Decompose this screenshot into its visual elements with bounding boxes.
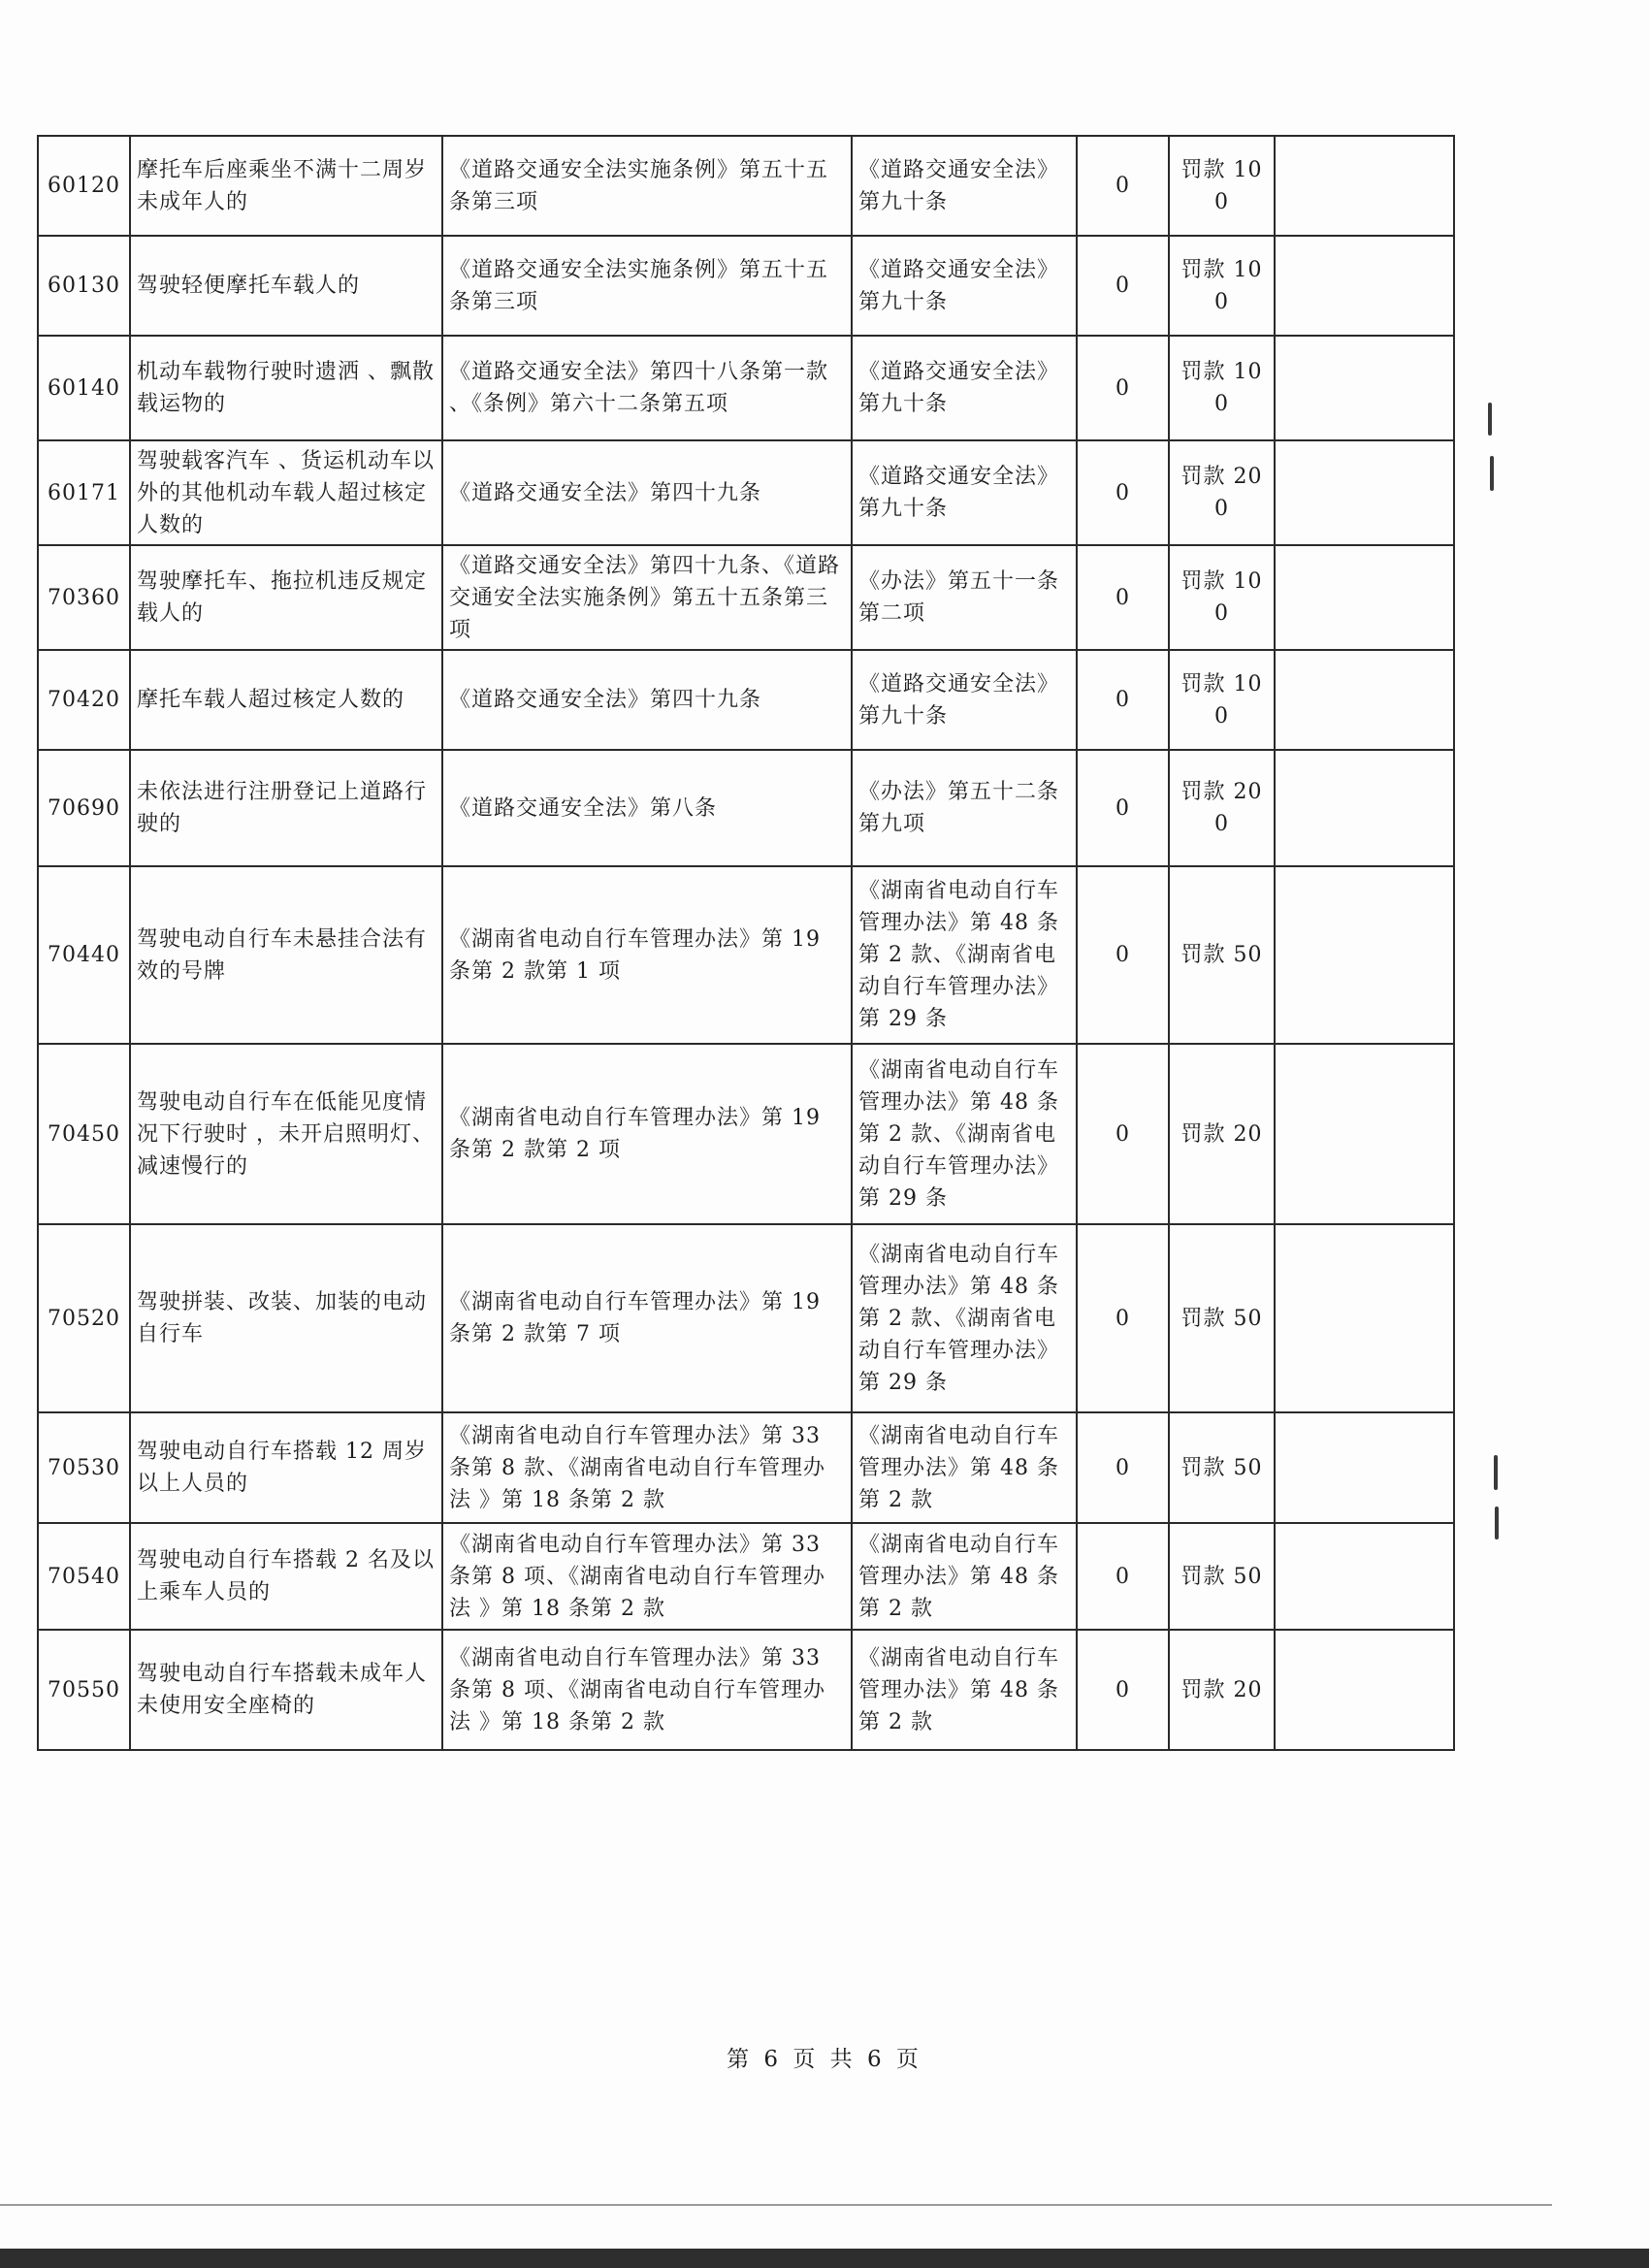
- penalty-basis: 《湖南省电动自行车管理办法》第 48 条第 2 款、《湖南省电动自行车管理办法》第 29 条: [852, 1044, 1077, 1224]
- table-row: [38, 136, 1454, 236]
- page-number: 第 6 页 共 6 页: [727, 2047, 922, 2072]
- extra-cell: [1275, 1412, 1454, 1523]
- violation-code: 60130: [38, 236, 130, 336]
- table-row: [38, 440, 1454, 545]
- table-row: [38, 750, 1454, 866]
- penalty-basis: 《道路交通安全法》第九十条: [852, 236, 1077, 336]
- violations-table: [37, 135, 1455, 1751]
- fine-amount: 罚款 200: [1169, 750, 1275, 866]
- violation-legal-basis: 《道路交通安全法实施条例》第五十五条第三项: [442, 136, 852, 236]
- penalty-points: 0: [1077, 336, 1169, 440]
- extra-cell: [1275, 1523, 1454, 1630]
- violation-legal-basis: 《道路交通安全法》第四十九条: [442, 650, 852, 750]
- violation-description: 驾驶电动自行车搭载 12 周岁以上人员的: [130, 1412, 442, 1523]
- scan-divider-line: [0, 2204, 1552, 2206]
- extra-cell: [1275, 440, 1454, 545]
- violation-legal-basis: 《道路交通安全法》第四十九条、《道路交通安全法实施条例》第五十五条第三项: [442, 545, 852, 650]
- violation-code: 70450: [38, 1044, 130, 1224]
- fine-amount: 罚款 100: [1169, 650, 1275, 750]
- table-row: [38, 1412, 1454, 1523]
- penalty-points: 0: [1077, 1412, 1169, 1523]
- table-row: [38, 1044, 1454, 1224]
- extra-cell: [1275, 236, 1454, 336]
- violation-code: 70540: [38, 1523, 130, 1630]
- fine-amount: 罚款 100: [1169, 545, 1275, 650]
- penalty-basis: 《道路交通安全法》第九十条: [852, 440, 1077, 545]
- violation-description: 驾驶拼装、改装、加装的电动自行车: [130, 1224, 442, 1412]
- violation-description: 驾驶电动自行车在低能见度情况下行驶时 ，未开启照明灯、 减速慢行的: [130, 1044, 442, 1224]
- fine-amount: 罚款 20: [1169, 1630, 1275, 1750]
- table-row: [38, 1523, 1454, 1630]
- table-row: [38, 236, 1454, 336]
- extra-cell: [1275, 545, 1454, 650]
- violation-code: 70530: [38, 1412, 130, 1523]
- penalty-points: 0: [1077, 866, 1169, 1044]
- penalty-points: 0: [1077, 1630, 1169, 1750]
- penalty-points: 0: [1077, 1523, 1169, 1630]
- violation-description: 摩托车载人超过核定人数的: [130, 650, 442, 750]
- violation-legal-basis: 《湖南省电动自行车管理办法》第 19 条第 2 款第 7 项: [442, 1224, 852, 1412]
- violation-description: 驾驶电动自行车搭载未成年人未使用安全座椅的: [130, 1630, 442, 1750]
- violation-description: 驾驶电动自行车搭载 2 名及以上乘车人员的: [130, 1523, 442, 1630]
- violation-description: 未依法进行注册登记上道路行驶的: [130, 750, 442, 866]
- scan-edge-mark: [1488, 403, 1492, 436]
- violation-code: 70690: [38, 750, 130, 866]
- violation-description: 机动车载物行驶时遗洒 、飘散载运物的: [130, 336, 442, 440]
- fine-amount: 罚款 50: [1169, 1224, 1275, 1412]
- extra-cell: [1275, 1224, 1454, 1412]
- violation-legal-basis: 《湖南省电动自行车管理办法》第 33 条第 8 项、《湖南省电动自行车管理办法 》第 18 条第 2 款: [442, 1523, 852, 1630]
- violation-description: 摩托车后座乘坐不满十二周岁未成年人的: [130, 136, 442, 236]
- penalty-points: 0: [1077, 545, 1169, 650]
- penalty-basis: 《道路交通安全法》第九十条: [852, 650, 1077, 750]
- extra-cell: [1275, 750, 1454, 866]
- penalty-basis: 《湖南省电动自行车管理办法》第 48 条第 2 款、《湖南省电动自行车管理办法》第 29 条: [852, 866, 1077, 1044]
- scan-bottom-edge: [0, 2249, 1649, 2268]
- fine-amount: 罚款 100: [1169, 336, 1275, 440]
- violation-code: 60171: [38, 440, 130, 545]
- violation-legal-basis: 《道路交通安全法》第四十九条: [442, 440, 852, 545]
- fine-amount: 罚款 200: [1169, 440, 1275, 545]
- fine-amount: 罚款 20: [1169, 1044, 1275, 1224]
- fine-amount: 罚款 100: [1169, 236, 1275, 336]
- fine-amount: 罚款 50: [1169, 1523, 1275, 1630]
- penalty-points: 0: [1077, 236, 1169, 336]
- penalty-points: 0: [1077, 650, 1169, 750]
- table-row: [38, 336, 1454, 440]
- extra-cell: [1275, 136, 1454, 236]
- extra-cell: [1275, 1630, 1454, 1750]
- violation-code: 60120: [38, 136, 130, 236]
- penalty-basis: 《办法》第五十一条第二项: [852, 545, 1077, 650]
- violation-code: 70440: [38, 866, 130, 1044]
- fine-amount: 罚款 100: [1169, 136, 1275, 236]
- table-row: [38, 650, 1454, 750]
- penalty-basis: 《办法》第五十二条第九项: [852, 750, 1077, 866]
- penalty-points: 0: [1077, 136, 1169, 236]
- extra-cell: [1275, 866, 1454, 1044]
- extra-cell: [1275, 650, 1454, 750]
- violation-description: 驾驶电动自行车未悬挂合法有效的号牌: [130, 866, 442, 1044]
- violation-legal-basis: 《道路交通安全法》第四十八条第一款 、《条例》第六十二条第五项: [442, 336, 852, 440]
- violation-legal-basis: 《道路交通安全法》第八条: [442, 750, 852, 866]
- penalty-points: 0: [1077, 1224, 1169, 1412]
- penalty-points: 0: [1077, 1044, 1169, 1224]
- violation-description: 驾驶摩托车、拖拉机违反规定载人的: [130, 545, 442, 650]
- scan-edge-mark: [1490, 456, 1494, 491]
- extra-cell: [1275, 1044, 1454, 1224]
- violation-legal-basis: 《湖南省电动自行车管理办法》第 19 条第 2 款第 1 项: [442, 866, 852, 1044]
- violation-code: 60140: [38, 336, 130, 440]
- scan-edge-mark: [1495, 1507, 1499, 1539]
- table-row: [38, 866, 1454, 1044]
- fine-amount: 罚款 50: [1169, 1412, 1275, 1523]
- penalty-basis: 《湖南省电动自行车管理办法》第 48 条第 2 款、《湖南省电动自行车管理办法》第 29 条: [852, 1224, 1077, 1412]
- violation-description: 驾驶载客汽车 、货运机动车以外的其他机动车载人超过核定人数的: [130, 440, 442, 545]
- penalty-basis: 《湖南省电动自行车管理办法》第 48 条第 2 款: [852, 1630, 1077, 1750]
- violation-description: 驾驶轻便摩托车载人的: [130, 236, 442, 336]
- penalty-basis: 《道路交通安全法》第九十条: [852, 136, 1077, 236]
- penalty-points: 0: [1077, 750, 1169, 866]
- violation-legal-basis: 《湖南省电动自行车管理办法》第 33 条第 8 款、《湖南省电动自行车管理办法 》第 18 条第 2 款: [442, 1412, 852, 1523]
- scan-edge-mark: [1494, 1455, 1498, 1490]
- violation-code: 70420: [38, 650, 130, 750]
- penalty-basis: 《湖南省电动自行车管理办法》第 48 条第 2 款: [852, 1523, 1077, 1630]
- violation-code: 70360: [38, 545, 130, 650]
- penalty-points: 0: [1077, 440, 1169, 545]
- violation-code: 70550: [38, 1630, 130, 1750]
- violation-legal-basis: 《湖南省电动自行车管理办法》第 33 条第 8 项、《湖南省电动自行车管理办法 》第 18 条第 2 款: [442, 1630, 852, 1750]
- violation-legal-basis: 《道路交通安全法实施条例》第五十五条第三项: [442, 236, 852, 336]
- fine-amount: 罚款 50: [1169, 866, 1275, 1044]
- table-row: [38, 545, 1454, 650]
- table-row: [38, 1224, 1454, 1412]
- violation-code: 70520: [38, 1224, 130, 1412]
- table-row: [38, 1630, 1454, 1750]
- extra-cell: [1275, 336, 1454, 440]
- violation-legal-basis: 《湖南省电动自行车管理办法》第 19 条第 2 款第 2 项: [442, 1044, 852, 1224]
- penalty-basis: 《湖南省电动自行车管理办法》第 48 条第 2 款: [852, 1412, 1077, 1523]
- penalty-basis: 《道路交通安全法》第九十条: [852, 336, 1077, 440]
